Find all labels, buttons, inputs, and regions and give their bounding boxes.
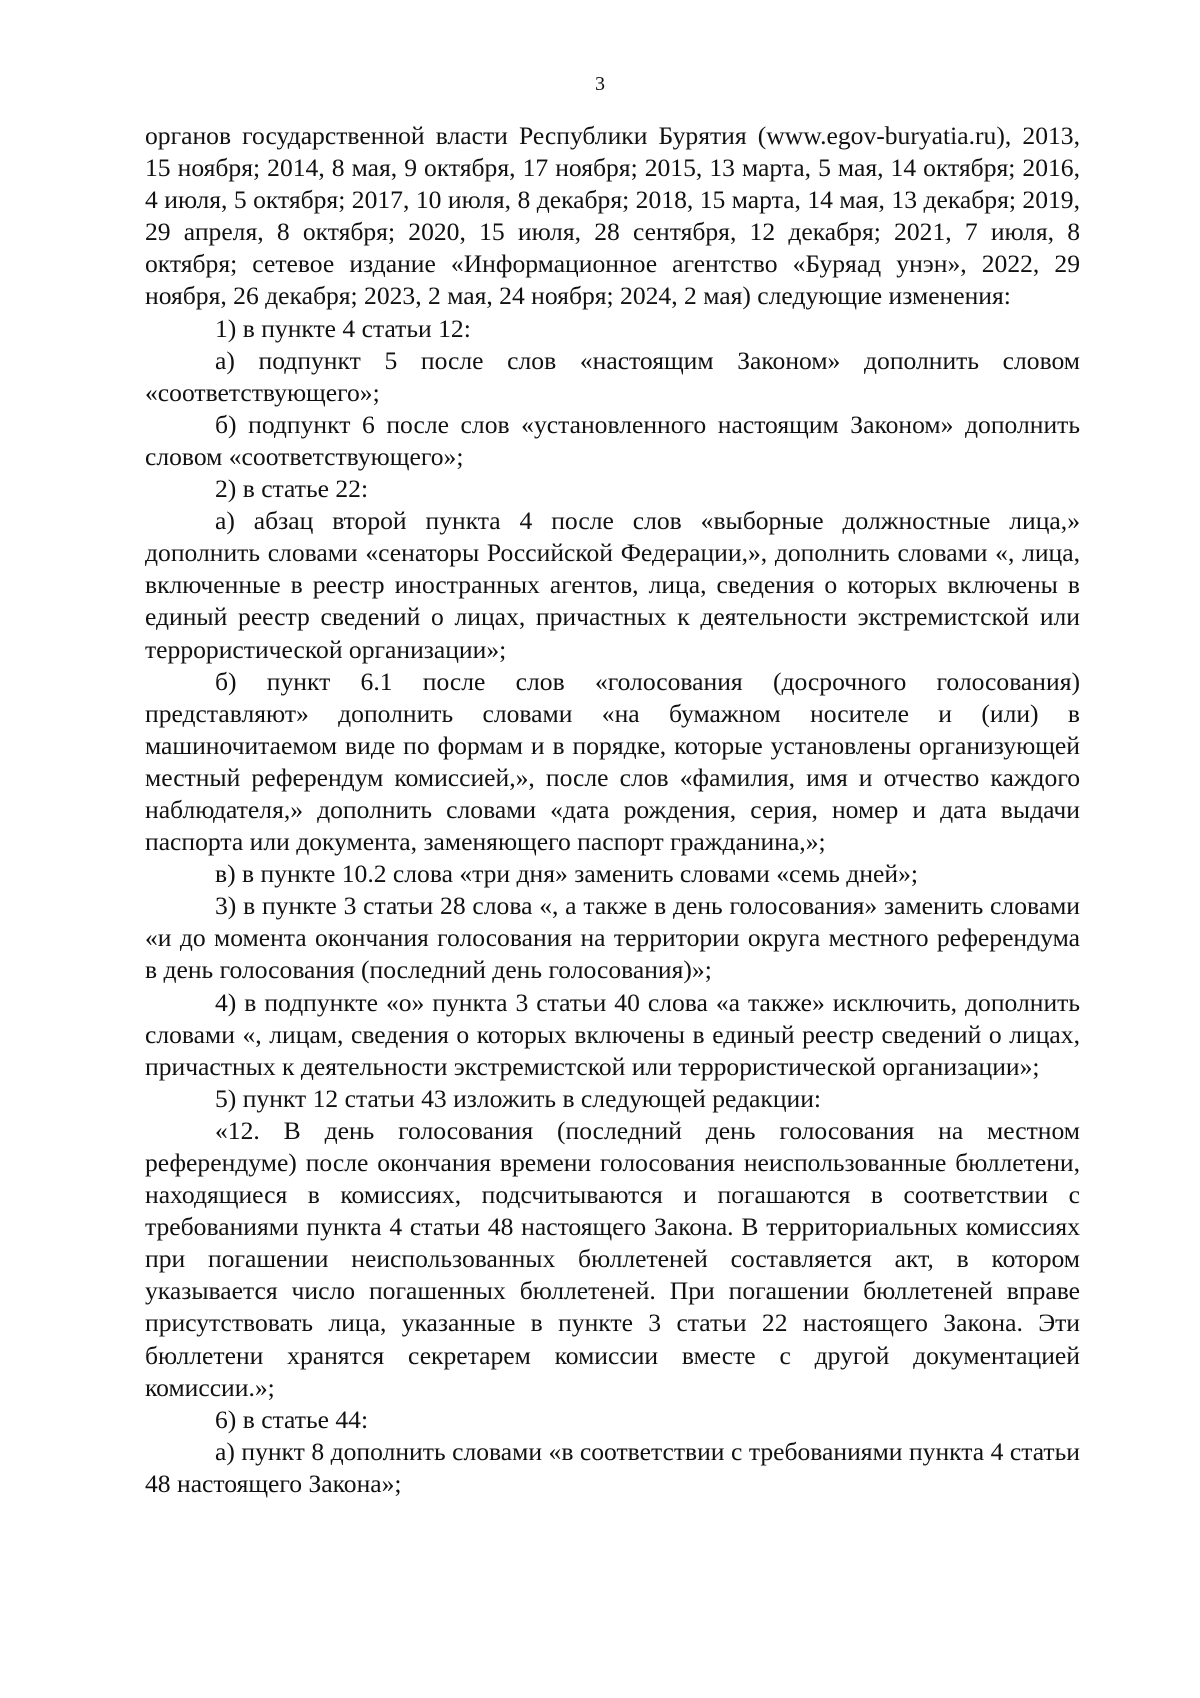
paragraph-item-5: 5) пункт 12 статьи 43 изложить в следующей редакции: — [215, 1083, 822, 1113]
paragraph-item-2-b: б) пункт 6.1 после слов «голосования (досрочного голосования) представляют» дополнить словами «на бумажном носителе и (или) в машиночитаемом виде по формам и в порядке, которые установлены организующей местный референдум комиссией,», после слов «фамилия, имя и отчество каждого наблюдателя,» дополнить словами «дата рождения, серия, номер и дата выдачи паспорта или документа, заменяющего паспорт гражданина,»; — [145, 666, 1080, 857]
paragraph-intro-continuation: органов государственной власти Республики Бурятия (www.egov-buryatia.ru), 2013, 15 ноября; 2014, 8 мая, 9 октября, 17 ноября; 2015, 13 марта, 5 мая, 14 октября; 2016, 4 июля, 5 октября; 2017, 10 июля, 8 декабря; 2018, 15 марта, 14 мая, 13 декабря; 2019, 29 апреля, 8 октября; 2020, 15 июля, 28 сентября, 12 декабря; 2021, 7 июля, 8 октября; сетевое издание «Информационное агентство «Буряад унэн», 2022, 29 ноября, 26 декабря; 2023, 2 мая, 24 ноября; 2024, 2 мая) следующие изменения: — [145, 121, 1080, 311]
paragraph-item-6: 6) в статье 44: — [215, 1404, 369, 1434]
paragraph-item-6-a: а) пункт 8 дополнить словами «в соответствии с требованиями пункта 4 статьи 48 настоящего Закона»; — [145, 1436, 1080, 1498]
paragraph-item-1: 1) в пункте 4 статьи 12: — [215, 313, 471, 343]
paragraph-item-1-a: а) подпункт 5 после слов «настоящим Законом» дополнить словом «соответствующего»; — [145, 345, 1080, 407]
paragraph-item-3: 3) в пункте 3 статьи 28 слова «, а также в день голосования» заменить словами «и до момента окончания голосования на территории округа местного референдума в день голосования (последний день голосования)»; — [145, 891, 1080, 985]
paragraph-item-2: 2) в статье 22: — [215, 474, 369, 504]
paragraph-item-2-v: в) в пункте 10.2 слова «три дня» заменить словами «семь дней»; — [215, 859, 918, 889]
document-body — [145, 120, 1080, 1500]
paragraph-item-1-b: б) подпункт 6 после слов «установленного настоящим Законом» дополнить словом «соответствующего»; — [145, 409, 1080, 471]
paragraph-item-2-a: а) абзац второй пункта 4 после слов «выборные должностные лица,» дополнить словами «сенаторы Российской Федерации,», дополнить словами «, лица, включенные в реестр иностранных агентов, лица, сведения о которых включены в единый реестр сведений о лицах, причастных к деятельности экстремистской или террористической организации»; — [145, 506, 1080, 664]
paragraph-item-5-quote: «12. В день голосования (последний день голосования на местном референдуме) после окончания времени голосования неиспользованные бюллетени, находящиеся в комиссиях, подсчитываются и погашаются в соответствии с требованиями пункта 4 статьи 48 настоящего Закона. В территориальных комиссиях при погашении неиспользованных бюллетеней составляется акт, в котором указывается число погашенных бюллетеней. При погашении бюллетеней вправе присутствовать лица, указанные в пункте 3 статьи 22 настоящего Закона. Эти бюллетени хранятся секретарем комиссии вместе с другой документацией комиссии.»; — [145, 1115, 1080, 1402]
paragraph-item-4: 4) в подпункте «о» пункта 3 статьи 40 слова «а также» исключить, дополнить словами «, лицам, сведения о которых включены в единый реестр сведений о лицах, причастных к деятельности экстремистской или террористической организации»; — [145, 987, 1080, 1081]
page-number: 3 — [595, 73, 605, 95]
